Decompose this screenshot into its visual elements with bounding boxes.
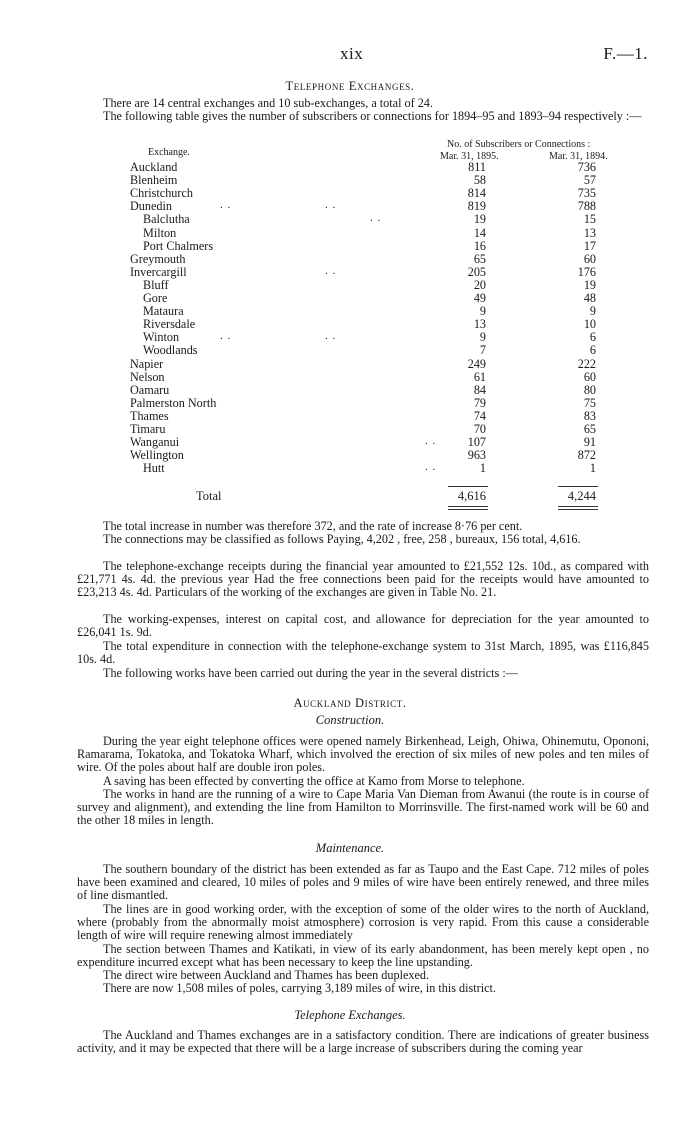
value-1894: 736	[577, 160, 596, 174]
table-row	[0, 383, 700, 396]
value-1895: 7	[479, 343, 486, 358]
table-row	[0, 226, 700, 239]
value-1894: 6	[589, 330, 596, 345]
exchange-name: Woodlands	[143, 343, 198, 358]
table-row	[0, 357, 700, 370]
total-1895: 4,616	[457, 489, 486, 503]
table-row	[0, 370, 700, 383]
table-row	[0, 278, 700, 291]
table-row	[0, 199, 700, 212]
table-row	[0, 422, 700, 435]
table-row	[0, 212, 700, 225]
value-1894: 60	[583, 251, 596, 266]
exchange-name: Invercargill	[130, 264, 187, 279]
value-1895: 70	[473, 422, 486, 436]
exchange-name: Port Chalmers	[143, 238, 214, 253]
table-header-group: No. of Subscribers or Connections :	[447, 139, 591, 150]
maintenance-heading: Maintenance.	[315, 841, 385, 855]
table-header-1895: Mar. 31, 1895.	[440, 151, 499, 162]
value-1895: 19	[473, 212, 486, 227]
value-1895: 963	[467, 448, 486, 463]
value-1895: 9	[479, 330, 486, 345]
value-1894: 17	[583, 238, 596, 253]
value-1895: 9	[479, 304, 486, 319]
value-1894: 176	[577, 264, 596, 279]
value-1895: 74	[473, 408, 486, 423]
value-1895: 814	[467, 186, 486, 201]
value-1895: 65	[473, 251, 486, 266]
leader-dots: . .	[325, 264, 337, 277]
exchange-name: Timaru	[130, 422, 166, 436]
table-row	[0, 291, 700, 304]
table-row	[0, 304, 700, 317]
total-rule-bottom-1895	[448, 506, 488, 507]
value-1894: 91	[583, 435, 596, 450]
value-1895: 84	[473, 382, 486, 397]
value-1894: 222	[577, 356, 596, 371]
intro-paragraph-2: The following table gives the number of subscribers or connections for 1894–95 and 1893–94 respectively :—	[103, 109, 642, 123]
value-1894: 10	[583, 317, 596, 332]
value-1894: 13	[583, 225, 596, 240]
table-row	[0, 461, 700, 474]
value-1894: 735	[577, 186, 596, 201]
value-1895: 1	[479, 461, 486, 476]
value-1895: 58	[473, 173, 486, 188]
table-row	[0, 396, 700, 409]
exchange-name: Hutt	[143, 461, 165, 476]
table-row	[0, 173, 700, 186]
exchanges-paragraph-1: The Auckland and Thames exchanges are in a satisfactory condition. There are indications of greater business activity, and it may be expected that there will be a large increase of subscribers during the coming year	[77, 1028, 649, 1056]
value-1894: 80	[583, 382, 596, 397]
value-1894: 1	[589, 461, 596, 476]
exchange-name: Dunedin	[130, 199, 172, 214]
leader-dots: . .	[425, 435, 437, 448]
total-rule-top-1894	[558, 486, 598, 487]
value-1895: 205	[467, 264, 486, 279]
table-row	[0, 435, 700, 448]
leader-dots: . .	[220, 330, 232, 343]
construction-heading: Construction.	[315, 713, 385, 727]
value-1895: 20	[473, 277, 486, 292]
exchange-name: Greymouth	[130, 251, 186, 266]
value-1895: 819	[467, 199, 486, 214]
paragraph-works: The following works have been carried out during the year in the several districts :—	[103, 666, 518, 680]
value-1894: 19	[583, 277, 596, 292]
exchange-name: Winton	[143, 330, 180, 345]
exchange-name: Auckland	[130, 160, 178, 174]
exchange-name: Riversdale	[143, 317, 196, 332]
leader-dots: . .	[220, 199, 232, 212]
exchange-name: Thames	[130, 408, 169, 423]
maintenance-paragraph-1: The southern boundary of the district has been extended as far as Taupo and the East Cape. 712 miles of poles have been examined and cleared, 10 miles of poles and 9 miles of wire have been entirely renewed, and three miles of line dismantled.	[77, 862, 649, 903]
value-1895: 14	[473, 225, 486, 240]
leader-dots: . .	[425, 461, 437, 474]
value-1894: 60	[583, 369, 596, 384]
exchange-name: Wellington	[130, 448, 184, 463]
paragraph-working-expenses: The working-expenses, interest on capital cost, and allowance for depreciation for the year amounted to £26,041 1s. 9d.	[77, 612, 649, 640]
table-row	[0, 448, 700, 461]
table-row	[0, 252, 700, 265]
table-header-exchange: Exchange.	[148, 147, 190, 158]
maintenance-paragraph-3: The section between Thames and Katikati, in view of its early abandonment, has been merely kept open , no expenditure incurred except what has been necessary to keep the line upstanding.	[77, 942, 649, 970]
leader-dots: . .	[370, 212, 382, 225]
paragraph-increase: The total increase in number was therefore 372, and the rate of increase 8·76 per cent.	[103, 519, 523, 533]
value-1894: 48	[583, 291, 596, 305]
construction-paragraph-2: A saving has been effected by converting the office at Kamo from Morse to telephone.	[103, 774, 525, 788]
value-1894: 57	[583, 173, 596, 188]
exchange-name: Wanganui	[130, 435, 180, 450]
construction-paragraph-3: The works in hand are the running of a wire to Cape Maria Van Dieman from Awanui (the route is in course of survey and alignment), and extending the line from Hamilton to Morrinsville. The first-named work will be 60 and the other 18 miles in length.	[77, 787, 649, 828]
table-row	[0, 317, 700, 330]
total-rule-bottom2-1894	[558, 509, 598, 510]
paragraph-connections: The connections may be classified as follows Paying, 4,202 , free, 258 , bureaux, 156 total, 4,616.	[103, 532, 581, 546]
table-row	[0, 343, 700, 356]
value-1894: 75	[583, 395, 596, 410]
exchanges-heading: Telephone Exchanges.	[294, 1008, 406, 1022]
total-rule-top-1895	[448, 486, 488, 487]
exchange-name: Balclutha	[143, 212, 190, 227]
value-1894: 83	[583, 408, 596, 423]
construction-paragraph-1: During the year eight telephone offices were opened namely Birkenhead, Leigh, Ohiwa, Ohinemutu, Opononi, Ramarama, Tokatoka, and Tokatoka Wharf, which involved the erection of six miles of new poles and ten miles of wire. Of the poles about half are double iron poles.	[77, 734, 649, 775]
maintenance-paragraph-4: The direct wire between Auckland and Thames has been duplexed.	[103, 968, 430, 982]
exchange-name: Gore	[143, 291, 168, 305]
page-number: xix	[340, 44, 364, 63]
table-row	[0, 239, 700, 252]
value-1895: 13	[473, 317, 486, 332]
value-1895: 16	[473, 238, 486, 253]
exchange-name: Palmerston North	[130, 395, 217, 410]
value-1894: 65	[583, 422, 596, 436]
value-1894: 9	[589, 304, 596, 319]
exchange-name: Milton	[143, 225, 177, 240]
value-1895: 79	[473, 395, 486, 410]
value-1895: 61	[473, 369, 486, 384]
total-rule-bottom2-1895	[448, 509, 488, 510]
value-1894: 6	[589, 343, 596, 358]
exchange-name: Oamaru	[130, 382, 170, 397]
total-label: Total	[196, 489, 222, 503]
maintenance-paragraph-2: The lines are in good working order, with the exception of some of the older wires to the north of Auckland, where (probably from the abnormally moist atmosphere) corrosion is very rapid. From this cause a considerable length of wire will require renewing almost immediately	[77, 902, 649, 943]
paragraph-total-expenditure: The total expenditure in connection with the telephone-exchange system to 31st March, 1895, was £116,845 10s. 4d.	[77, 639, 649, 667]
total-1894: 4,244	[567, 489, 596, 503]
exchange-name: Nelson	[130, 369, 165, 384]
exchange-name: Bluff	[143, 277, 169, 292]
paragraph-receipts: The telephone-exchange receipts during the financial year amounted to £21,552 12s. 10d., as compared with £21,771 4s. 4d. the previous year Had the free connections been paid for the receipts would have amounted to £23,213 4s. 4d. Particulars of the working of the exchanges are given in Table No. 21.	[77, 559, 649, 600]
exchange-name: Napier	[130, 356, 164, 371]
table-row	[0, 409, 700, 422]
exchange-name: Christchurch	[130, 186, 193, 201]
exchange-name: Mataura	[143, 304, 184, 319]
leader-dots: . .	[325, 330, 337, 343]
value-1894: 872	[577, 448, 596, 463]
leader-dots: . .	[325, 199, 337, 212]
table-row	[0, 330, 700, 343]
district-title: Auckland District.	[293, 696, 407, 710]
maintenance-paragraph-5: There are now 1,508 miles of poles, carrying 3,189 miles of wire, in this district.	[103, 981, 496, 995]
total-rule-bottom-1894	[558, 506, 598, 507]
table-row	[0, 265, 700, 278]
intro-paragraph-1: There are 14 central exchanges and 10 sub-exchanges, a total of 24.	[103, 96, 433, 110]
exchange-name: Blenheim	[130, 173, 178, 188]
table-row	[0, 160, 700, 173]
value-1895: 811	[468, 160, 486, 174]
value-1894: 15	[583, 212, 596, 227]
table-row	[0, 186, 700, 199]
table-header-1894: Mar. 31, 1894.	[549, 151, 608, 162]
document-reference: F.—1.	[603, 44, 648, 63]
value-1895: 107	[467, 435, 486, 450]
section-title: Telephone Exchanges.	[285, 79, 415, 93]
value-1895: 49	[473, 291, 486, 305]
value-1895: 249	[467, 356, 486, 371]
value-1894: 788	[577, 199, 596, 214]
